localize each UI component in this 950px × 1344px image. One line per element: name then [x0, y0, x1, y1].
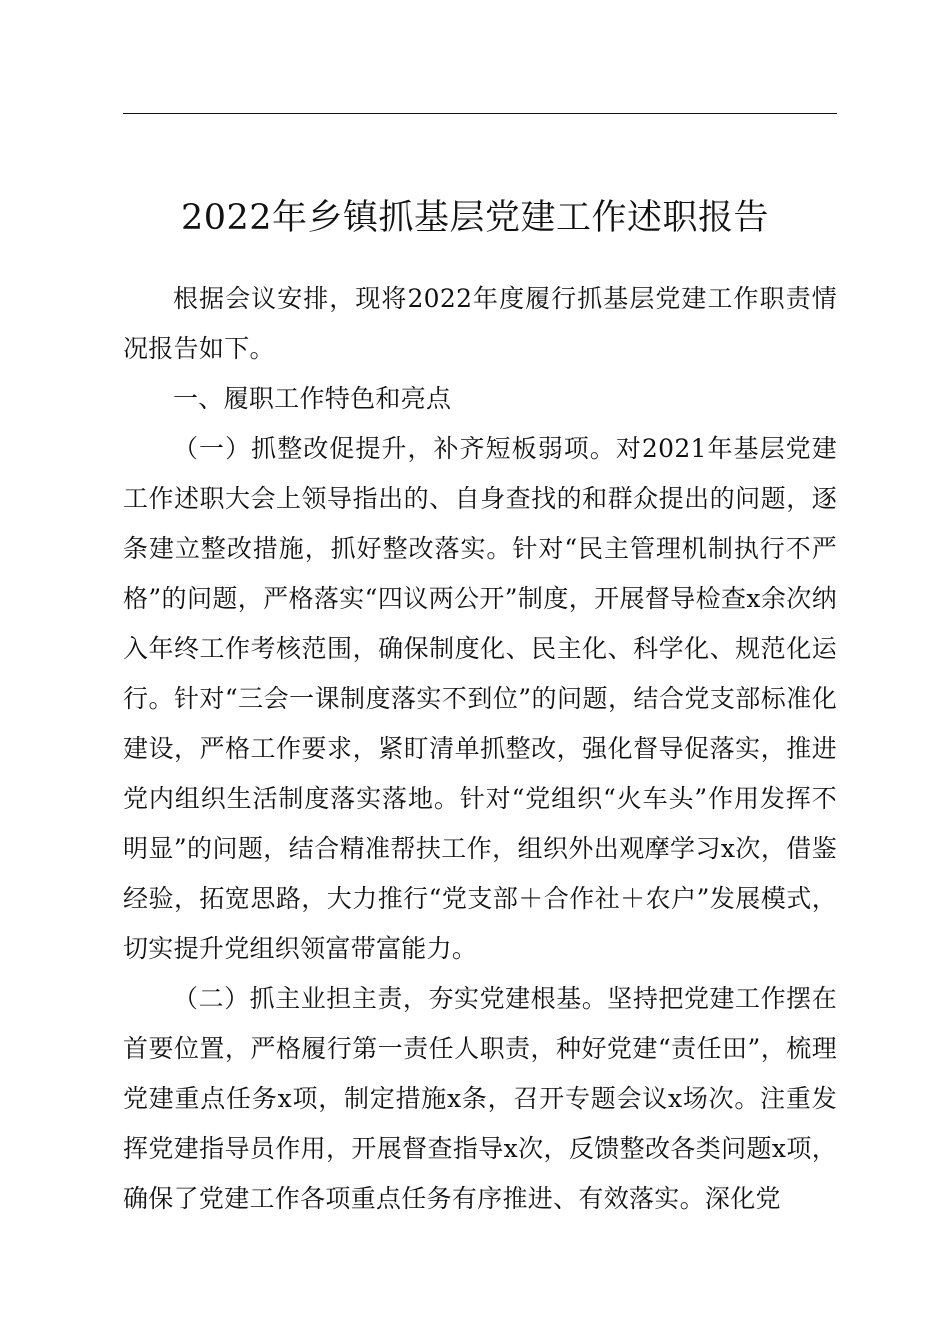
body-paragraph-2: （二）抓主业担主责，夯实党建根基。坚持把党建工作摆在首要位置，严格履行第一责任人职责，种好党建“责任田”，梳理党建重点任务x项，制定措施x条，召开专题会议x场次。注重发挥党建指导员作用，开展督查指导x次，反馈整改各类问题x项，确保了党建工作各项重点任务有序推进、有效落实。深化党 [123, 984, 837, 1213]
document-body [123, 274, 837, 1224]
body-paragraph-1: （一）抓整改促提升，补齐短板弱项。对2021年基层党建工作述职大会上领导指出的、自身查找的和群众提出的问题，逐条建立整改措施，抓好整改落实。针对“民主管理机制执行不严格”的问题，严格落实“四议两公开”制度，开展督导检查x余次纳入年终工作考核范围，确保制度化、民主化、科学化、规范化运行。针对“三会一课制度落实不到位”的问题，结合党支部标准化建设，严格工作要求，紧盯清单抓整改，强化督导促落实，推进党内组织生活制度落实落地。针对“党组织“火车头”作用发挥不明显”的问题，结合精准帮扶工作，组织外出观摩学习x次，借鉴经验，拓宽思路，大力推行“党支部＋合作社＋农户”发展模式，切实提升党组织领富带富能力。 [123, 434, 837, 963]
intro-paragraph: 根据会议安排，现将2022年度履行抓基层党建工作职责情况报告如下。 [123, 284, 837, 363]
header-rule [123, 113, 837, 114]
section-heading: 一、履职工作特色和亮点 [173, 384, 452, 413]
document-title: 2022年乡镇抓基层党建工作述职报告 [180, 198, 770, 239]
